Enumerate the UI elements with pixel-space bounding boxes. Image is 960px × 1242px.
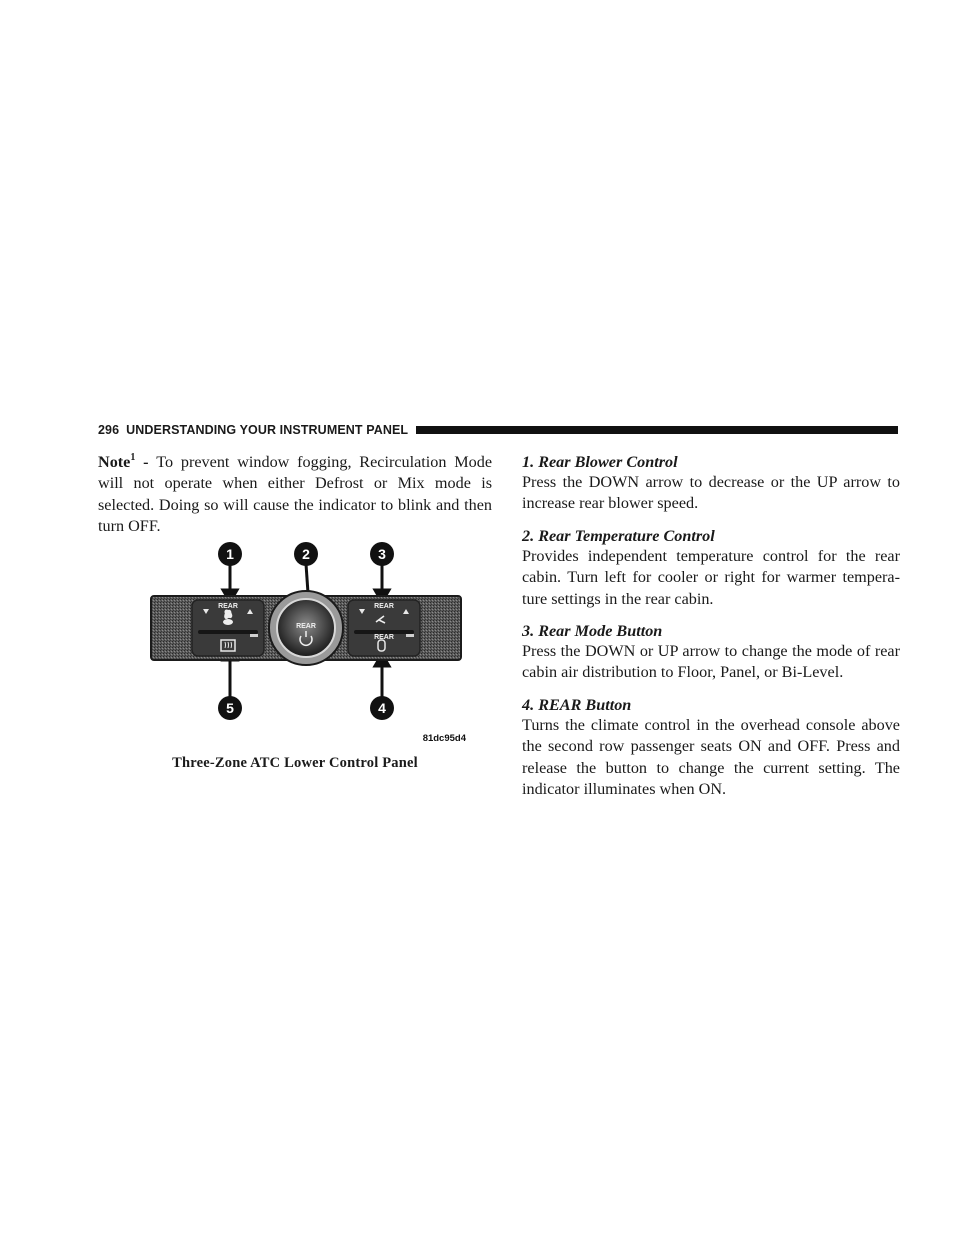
panel-label-blower: REAR — [218, 603, 238, 610]
svg-text:1: 1 — [226, 546, 234, 562]
panel-label-rear-button: REAR — [374, 634, 394, 641]
svg-text:3: 3 — [378, 546, 386, 562]
note-label: Note — [98, 453, 131, 471]
control-panel-figure — [148, 536, 478, 746]
item-title-rear-mode: 3. Rear Mode Button — [522, 622, 663, 641]
section-title: UNDERSTANDING YOUR INSTRUMENT PANEL — [126, 423, 409, 437]
callout-1 — [218, 542, 242, 566]
panel-label-mode: REAR — [374, 603, 394, 610]
callout-3 — [370, 542, 394, 566]
item-title-rear-temperature: 2. Rear Temperature Control — [522, 526, 715, 545]
svg-text:4: 4 — [378, 700, 386, 716]
item-body-rear-temperature: Provides independent temperature control for the rear cabin. Turn left for cooler or right for warmer tempera- ture settings in the rear cabin. — [522, 546, 900, 608]
item-title-rear-button: 4. REAR Button — [522, 695, 632, 714]
right-column — [522, 452, 900, 811]
svg-text:5: 5 — [226, 700, 234, 716]
callout-4 — [370, 696, 394, 720]
note-text: To prevent window fogging, Recirculation Mode will not operate when either Defrost or Mix mode is selected. Doing so will cause the indicator to blink and then turn OFF. — [98, 453, 493, 536]
callout-5 — [218, 696, 242, 720]
left-column — [98, 452, 492, 538]
note-superscript: 1 — [130, 451, 136, 463]
item-title-rear-blower: 1. Rear Blower Control — [522, 453, 678, 471]
note-dash: - — [135, 453, 157, 471]
figure-code: 81dc95d4 — [422, 733, 466, 744]
panel-label-knob: REAR — [296, 623, 316, 630]
header-rule — [416, 426, 898, 434]
note-paragraph — [98, 452, 492, 538]
item-body-rear-button: Turns the climate control in the overhead console above the second row passenger seats ON and OFF. Press and release the button to change the current setting. The indicator illuminates when ON. — [522, 715, 900, 799]
item-body-rear-blower: Press the DOWN arrow to decrease or the UP arrow to increase rear blower speed. — [522, 473, 900, 513]
page-header — [98, 421, 898, 439]
svg-text:2: 2 — [302, 546, 310, 562]
page-number: 296 — [98, 423, 120, 437]
figure-caption: Three-Zone ATC Lower Control Panel — [172, 755, 418, 771]
callout-2 — [294, 542, 318, 566]
item-body-rear-mode: Press the DOWN or UP arrow to change the mode of rear cabin air distribution to Floor, Panel, or Bi-Level. — [522, 642, 900, 682]
